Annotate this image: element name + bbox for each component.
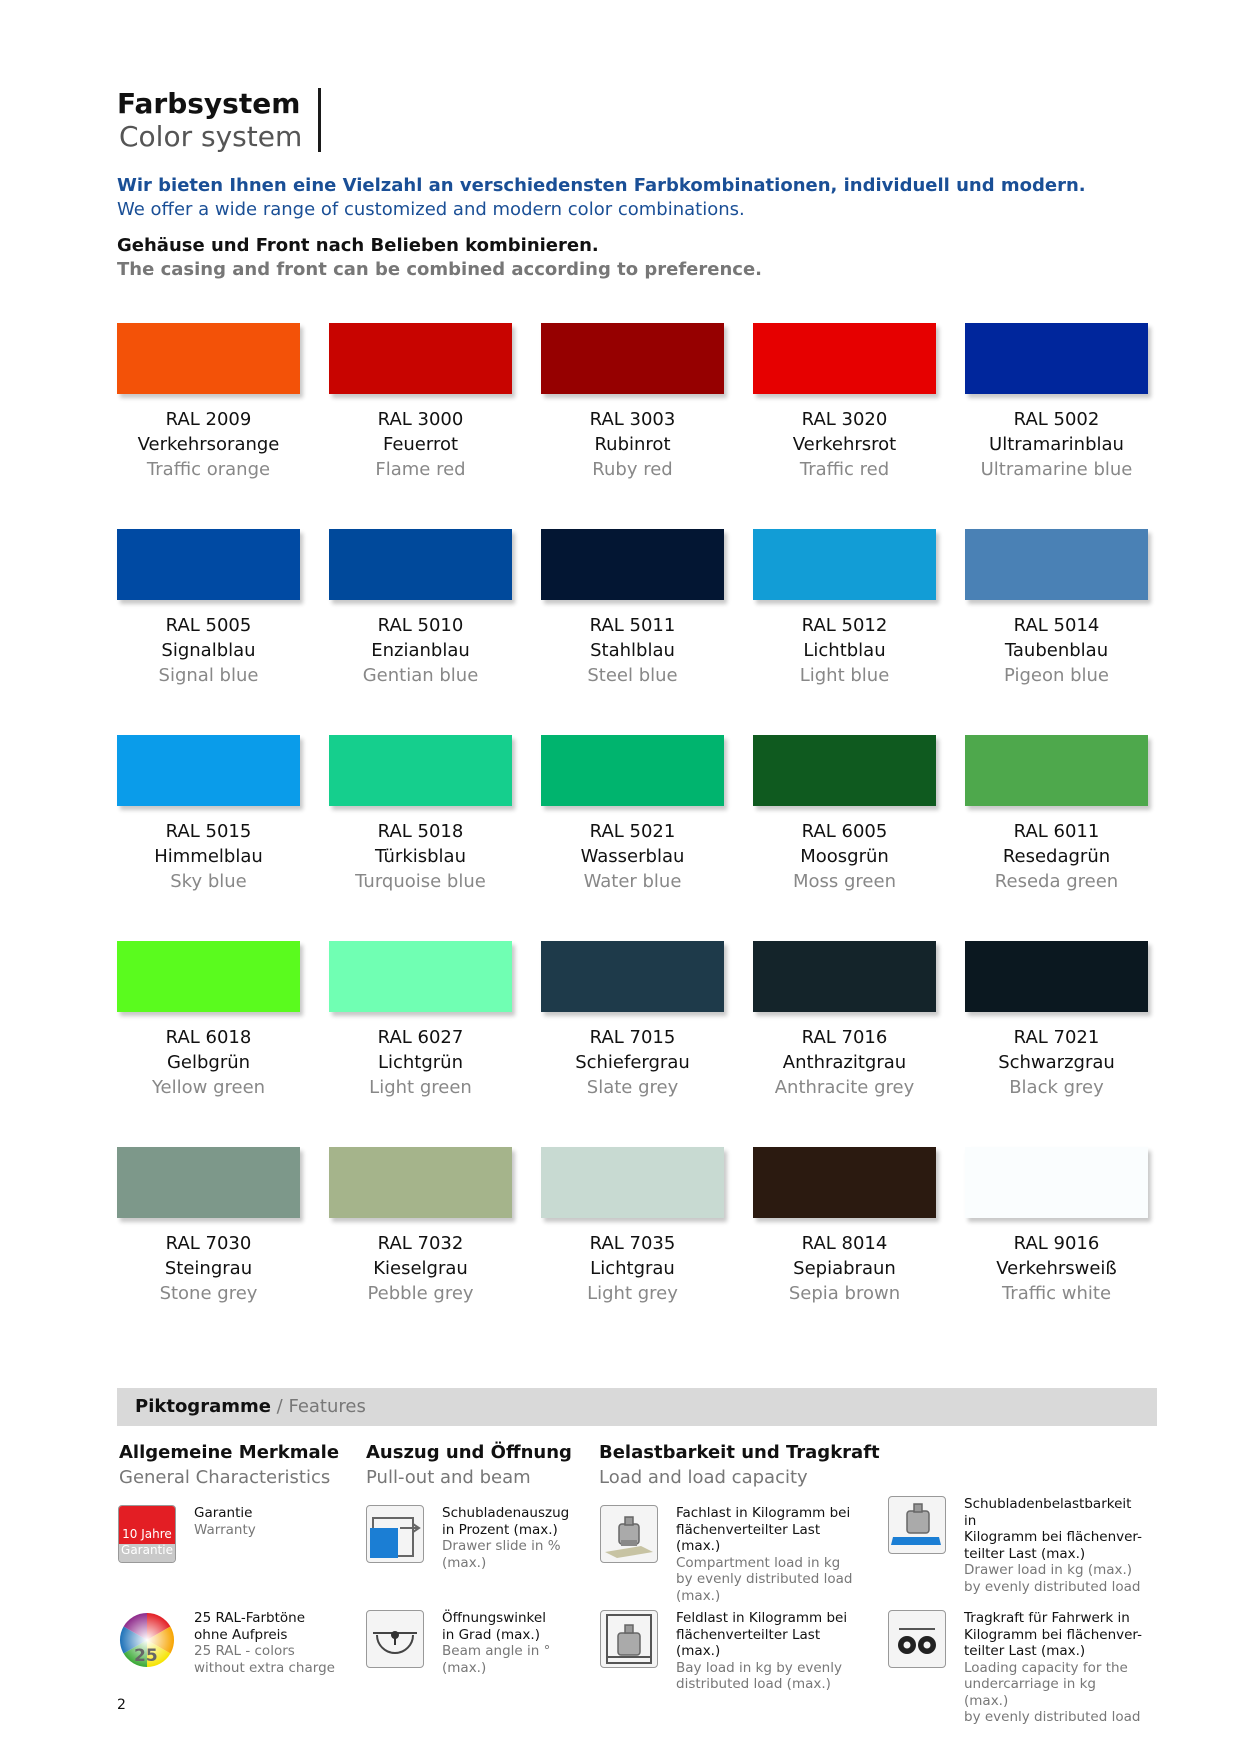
features-label-de: Piktogramme	[135, 1396, 271, 1417]
color-code: RAL 6018	[165, 1027, 252, 1048]
color-name-en: Light grey	[587, 1283, 678, 1304]
color-swatch	[541, 1147, 724, 1218]
feature-undercarriage-de-2: teilter Last (max.)	[964, 1643, 1086, 1659]
color-swatch	[753, 323, 936, 394]
color-swatch	[117, 941, 300, 1012]
color-swatch-item	[329, 529, 512, 735]
color-swatch-item	[541, 941, 724, 1147]
drawer-load-weight-icon	[888, 1496, 946, 1554]
intro-line-en: We offer a wide range of customized and modern color combinations.	[117, 199, 745, 220]
color-name-en: Slate grey	[586, 1077, 679, 1098]
color-name-de: Steingrau	[164, 1258, 253, 1279]
color-code: RAL 5012	[801, 615, 888, 636]
color-name-en: Light green	[369, 1077, 472, 1098]
bay-load-weight-icon	[600, 1610, 658, 1668]
color-name-de: Anthrazitgrau	[782, 1052, 907, 1073]
color-code: RAL 5010	[377, 615, 464, 636]
color-swatch-item	[329, 941, 512, 1147]
color-name-en: Sepia brown	[788, 1283, 901, 1304]
color-code: RAL 5021	[589, 821, 676, 842]
color-code: RAL 3003	[589, 409, 676, 430]
color-swatch	[329, 1147, 512, 1218]
color-code: RAL 7021	[1013, 1027, 1100, 1048]
color-name-de: Ultramarinblau	[989, 434, 1124, 455]
color-swatch	[753, 529, 936, 600]
color-name-de: Sepiabraun	[793, 1258, 896, 1279]
color-swatch	[541, 529, 724, 600]
feature-bay-load-de-1: flächenverteilter Last (max.)	[676, 1626, 821, 1659]
color-swatch-item	[541, 1147, 724, 1353]
color-name-de: Schiefergrau	[575, 1052, 690, 1073]
feature-compartment-load-en-2: (max.)	[676, 1587, 721, 1604]
color-swatch-item	[753, 529, 936, 735]
color-swatch	[117, 323, 300, 394]
color-swatch-grid	[117, 323, 1157, 1353]
color-code: RAL 9016	[1013, 1233, 1100, 1254]
color-swatch-item	[329, 1147, 512, 1353]
opening-angle-icon	[366, 1610, 424, 1668]
color-swatch	[753, 941, 936, 1012]
color-name-de: Lichtgrün	[377, 1052, 464, 1073]
category-load-de: Belastbarkeit und Tragkraft	[599, 1442, 880, 1463]
category-load	[599, 1440, 880, 1490]
color-name-de: Himmelblau	[154, 846, 263, 867]
feature-drawer-slide-de-0: Schubladenauszug	[442, 1505, 570, 1521]
color-name-en: Traffic red	[799, 459, 890, 480]
color-name-de: Kieselgrau	[373, 1258, 468, 1279]
color-code: RAL 5018	[377, 821, 464, 842]
feature-ral-colors-en-1: without extra charge	[194, 1659, 335, 1676]
feature-drawer-slide-en-0: Drawer slide in %	[442, 1538, 561, 1554]
feature-drawer-load-en-0: Drawer load in kg (max.)	[964, 1562, 1133, 1578]
color-code: RAL 6005	[801, 821, 888, 842]
color-code: RAL 5014	[1013, 615, 1100, 636]
feature-undercarriage-en-0: Loading capacity for the	[964, 1659, 1128, 1676]
feature-drawer-slide-en-1: (max.)	[442, 1554, 487, 1571]
color-swatch-item	[541, 529, 724, 735]
color-swatch	[541, 735, 724, 806]
color-swatch-item	[117, 941, 300, 1147]
color-name-en: Ultramarine blue	[980, 459, 1133, 480]
color-name-en: Anthracite grey	[774, 1077, 915, 1098]
color-code: RAL 8014	[801, 1233, 888, 1254]
feature-drawer-load-de-0: Schubladenbelastbarkeit in	[964, 1496, 1132, 1529]
color-name-en: Stone grey	[159, 1283, 258, 1304]
color-code: RAL 7030	[165, 1233, 252, 1254]
color-name-de: Verkehrsweiß	[996, 1258, 1117, 1279]
feature-drawer-load-en-1: by evenly distributed load	[964, 1578, 1141, 1595]
feature-bay-load-text	[676, 1610, 866, 1693]
color-swatch-item	[117, 1147, 300, 1353]
category-pullout-en: Pull-out and beam	[366, 1467, 531, 1488]
feature-undercarriage-en-1: undercarriage in kg (max.)	[964, 1676, 1096, 1709]
page-header	[117, 88, 321, 152]
color-code: RAL 5002	[1013, 409, 1100, 430]
color-wheel-icon	[118, 1610, 176, 1668]
color-swatch	[329, 323, 512, 394]
color-swatch	[329, 735, 512, 806]
color-code: RAL 2009	[165, 409, 252, 430]
color-code: RAL 7016	[801, 1027, 888, 1048]
color-swatch	[753, 735, 936, 806]
color-swatch-item	[753, 941, 936, 1147]
drawer-slide-icon	[366, 1505, 424, 1563]
color-name-en: Sky blue	[170, 871, 247, 892]
color-swatch	[965, 735, 1148, 806]
color-swatch	[117, 1147, 300, 1218]
feature-ral-colors-en-0: 25 RAL - colors	[194, 1643, 295, 1659]
color-swatch-item	[753, 735, 936, 941]
category-general-en: General Characteristics	[119, 1467, 331, 1488]
category-pullout	[366, 1440, 572, 1490]
features-label-en: Features	[288, 1396, 366, 1417]
compartment-load-weight-icon	[600, 1505, 658, 1563]
color-swatch	[753, 1147, 936, 1218]
color-code: RAL 6027	[377, 1027, 464, 1048]
color-swatch	[965, 941, 1148, 1012]
color-name-en: Light blue	[799, 665, 890, 686]
color-name-de: Resedagrün	[1002, 846, 1111, 867]
category-pullout-de: Auszug und Öffnung	[366, 1442, 572, 1463]
feature-warranty-de-0: Garantie	[194, 1505, 253, 1521]
feature-warranty-text	[194, 1505, 384, 1538]
feature-drawer-slide-de-1: in Prozent (max.)	[442, 1521, 558, 1538]
feature-compartment-load-en-0: Compartment load in kg	[676, 1554, 841, 1571]
color-code: RAL 3020	[801, 409, 888, 430]
color-swatch	[965, 529, 1148, 600]
page-title: Farbsystem	[117, 87, 301, 120]
combine-line-de: Gehäuse und Front nach Belieben kombinieren.	[117, 235, 599, 256]
warranty-icon-label: Garantie	[121, 1543, 173, 1557]
color-swatch-item	[541, 323, 724, 529]
feature-ral-colors-de-0: 25 RAL-Farbtöne	[194, 1610, 306, 1626]
features-separator: /	[270, 1396, 289, 1417]
color-swatch	[965, 1147, 1148, 1218]
color-name-en: Traffic orange	[146, 459, 271, 480]
color-name-de: Enzianblau	[371, 640, 470, 661]
color-name-en: Gentian blue	[362, 665, 479, 686]
feature-ral-colors-de-1: ohne Aufpreis	[194, 1626, 288, 1643]
color-name-de: Türkisblau	[374, 846, 466, 867]
color-code: RAL 6011	[1013, 821, 1100, 842]
feature-drawer-load-de-1: Kilogramm bei flächenver-	[964, 1529, 1142, 1545]
category-general-de: Allgemeine Merkmale	[119, 1442, 340, 1463]
color-name-en: Turquoise blue	[355, 871, 486, 892]
features-section-bar	[117, 1388, 1157, 1426]
color-name-en: Moss green	[792, 871, 896, 892]
color-wheel-number: 25	[134, 1646, 158, 1666]
color-swatch	[541, 941, 724, 1012]
feature-compartment-load-text	[676, 1505, 866, 1604]
feature-bay-load-en-0: Bay load in kg by evenly	[676, 1659, 842, 1676]
color-name-de: Schwarzgrau	[998, 1052, 1115, 1073]
color-swatch-item	[965, 323, 1148, 529]
color-swatch	[329, 529, 512, 600]
feature-compartment-load-de-0: Fachlast in Kilogramm bei	[676, 1505, 851, 1521]
color-name-en: Water blue	[583, 871, 682, 892]
color-name-de: Stahlblau	[590, 640, 675, 661]
warranty-10-years-icon	[118, 1505, 176, 1563]
color-swatch	[329, 941, 512, 1012]
color-swatch-item	[117, 735, 300, 941]
color-name-de: Lichtgrau	[590, 1258, 675, 1279]
feature-drawer-load-text	[964, 1496, 1144, 1595]
color-code: RAL 7015	[589, 1027, 676, 1048]
feature-undercarriage-text	[964, 1610, 1144, 1726]
color-swatch-item	[965, 735, 1148, 941]
feature-drawer-load-de-2: teilter Last (max.)	[964, 1545, 1086, 1562]
color-name-en: Pebble grey	[367, 1283, 474, 1304]
combine-line-en: The casing and front can be combined according to preference.	[117, 259, 762, 280]
page-subtitle: Color system	[119, 120, 303, 153]
color-swatch	[117, 529, 300, 600]
feature-undercarriage-en-2: by evenly distributed load	[964, 1709, 1141, 1725]
color-swatch-item	[117, 529, 300, 735]
feature-compartment-load-en-1: by evenly distributed load	[676, 1571, 853, 1587]
color-name-en: Pigeon blue	[1003, 665, 1109, 686]
intro-line-de: Wir bieten Ihnen eine Vielzahl an verschiedensten Farbkombinationen, individuell und modern.	[117, 175, 1086, 196]
color-name-de: Wasserblau	[580, 846, 685, 867]
color-swatch-item	[329, 323, 512, 529]
intro-text	[117, 174, 1157, 282]
feature-opening-angle-de-1: in Grad (max.)	[442, 1626, 540, 1643]
warranty-icon-years: 10 Jahre	[122, 1527, 172, 1541]
color-swatch-item	[753, 323, 936, 529]
feature-opening-angle-en-1: (max.)	[442, 1659, 487, 1676]
color-name-en: Ruby red	[592, 459, 673, 480]
color-swatch-item	[965, 529, 1148, 735]
color-name-de: Rubinrot	[594, 434, 671, 455]
color-name-en: Flame red	[375, 459, 466, 480]
color-name-de: Taubenblau	[1004, 640, 1109, 661]
color-name-en: Reseda green	[994, 871, 1119, 892]
feature-bay-load-en-1: distributed load (max.)	[676, 1676, 831, 1692]
feature-undercarriage-de-0: Tragkraft für Fahrwerk in	[964, 1610, 1130, 1626]
page-number: 2	[117, 1697, 126, 1713]
feature-opening-angle-en-0: Beam angle in °	[442, 1643, 551, 1659]
color-code: RAL 3000	[377, 409, 464, 430]
color-code: RAL 5015	[165, 821, 252, 842]
color-swatch	[117, 735, 300, 806]
feature-compartment-load-de-1: flächenverteilter Last (max.)	[676, 1521, 821, 1554]
color-name-de: Verkehrsrot	[792, 434, 897, 455]
color-name-de: Gelbgrün	[166, 1052, 251, 1073]
color-name-de: Verkehrsorange	[137, 434, 280, 455]
category-general	[119, 1440, 339, 1490]
color-name-en: Traffic white	[1001, 1283, 1112, 1304]
color-swatch-item	[541, 735, 724, 941]
color-name-en: Steel blue	[587, 665, 678, 686]
color-name-en: Black grey	[1009, 1077, 1104, 1098]
color-name-de: Signalblau	[161, 640, 256, 661]
color-code: RAL 5011	[589, 615, 676, 636]
color-name-en: Signal blue	[158, 665, 259, 686]
color-swatch-item	[329, 735, 512, 941]
castor-wheels-icon	[888, 1610, 946, 1668]
feature-bay-load-de-0: Feldlast in Kilogramm bei	[676, 1610, 848, 1626]
color-code: RAL 5005	[165, 615, 252, 636]
color-code: RAL 7032	[377, 1233, 464, 1254]
feature-warranty-en-0: Warranty	[194, 1521, 256, 1538]
feature-ral-colors-text	[194, 1610, 384, 1676]
color-name-de: Moosgrün	[800, 846, 889, 867]
color-swatch-item	[117, 323, 300, 529]
color-code: RAL 7035	[589, 1233, 676, 1254]
color-swatch-item	[965, 1147, 1148, 1353]
color-swatch-item	[965, 941, 1148, 1147]
color-name-de: Lichtblau	[803, 640, 886, 661]
feature-undercarriage-de-1: Kilogramm bei flächenver-	[964, 1626, 1142, 1643]
color-name-en: Yellow green	[151, 1077, 266, 1098]
color-swatch-item	[753, 1147, 936, 1353]
category-load-en: Load and load capacity	[599, 1467, 808, 1488]
color-swatch	[965, 323, 1148, 394]
feature-opening-angle-de-0: Öffnungswinkel	[442, 1610, 546, 1626]
color-swatch	[541, 323, 724, 394]
color-name-de: Feuerrot	[382, 434, 459, 455]
